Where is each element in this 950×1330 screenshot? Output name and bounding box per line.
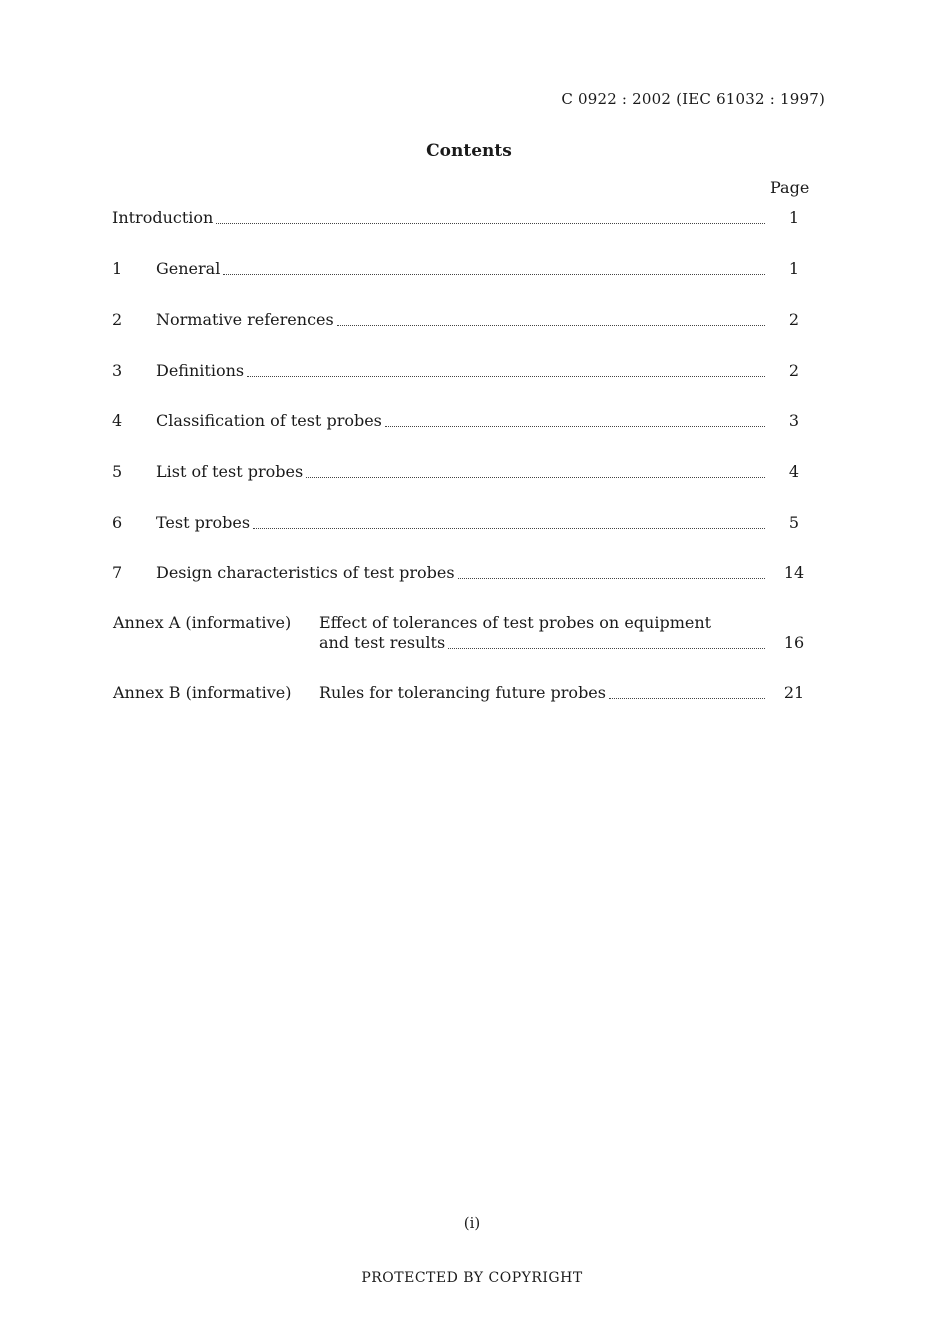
- toc-entry-section[interactable]: [112, 309, 812, 331]
- annex-title-line: and test results: [319, 633, 446, 652]
- dot-leader: [247, 376, 765, 377]
- toc-entry-label: General: [156, 259, 221, 278]
- toc-entry-page: 21: [783, 683, 805, 702]
- toc-entry-number: 5: [112, 462, 123, 481]
- annex-title-continuation: [112, 632, 812, 654]
- footer-copyright: PROTECTED BY COPYRIGHT: [361, 1270, 583, 1286]
- toc-entry-number: 3: [112, 361, 123, 380]
- toc-entry-section[interactable]: [112, 360, 812, 382]
- page-title: Contents: [426, 141, 512, 161]
- annex-designation: Annex A (informative): [113, 613, 292, 632]
- toc-entry-label: Classification of test probes: [156, 411, 382, 430]
- toc-entry-page: 14: [783, 563, 805, 582]
- toc-entry-section[interactable]: [112, 562, 812, 584]
- toc-entry-page: 2: [788, 310, 800, 329]
- dot-leader: [458, 578, 765, 579]
- dot-leader: [216, 223, 765, 224]
- document-identifier: C 0922 : 2002 (IEC 61032 : 1997): [561, 90, 825, 108]
- toc-entry-label: Normative references: [156, 310, 334, 329]
- toc-entry-label: Test probes: [156, 513, 251, 532]
- dot-leader: [253, 528, 765, 529]
- toc-entry-page: 3: [788, 411, 800, 430]
- toc-entry-label: List of test probes: [156, 462, 304, 481]
- toc-entry-label: Introduction: [112, 208, 214, 227]
- annex-designation: Annex B (informative): [113, 683, 292, 702]
- toc-entry-page: 4: [788, 462, 800, 481]
- toc-entry-label: Definitions: [156, 361, 245, 380]
- toc-entry-section[interactable]: [112, 512, 812, 534]
- dot-leader: [223, 274, 765, 275]
- toc-entry-number: 2: [112, 310, 123, 329]
- page-column-heading: Page: [770, 178, 810, 197]
- toc-entry-page: 2: [788, 361, 800, 380]
- annex-title-line: Rules for tolerancing future probes: [319, 683, 606, 702]
- toc-entry-introduction[interactable]: [112, 207, 812, 229]
- toc-entry-section[interactable]: [112, 461, 812, 483]
- dot-leader: [609, 698, 765, 699]
- toc-entry-number: 6: [112, 513, 123, 532]
- toc-entry-number: 7: [112, 563, 123, 582]
- dot-leader: [385, 426, 765, 427]
- toc-entry-page: 1: [788, 208, 800, 227]
- annex-title-row: [112, 682, 812, 704]
- footer-page-number: (i): [463, 1214, 481, 1232]
- dot-leader: [448, 648, 765, 649]
- toc-entry-label: Design characteristics of test probes: [156, 563, 455, 582]
- toc-entry-page: 5: [788, 513, 800, 532]
- toc-entry-number: 4: [112, 411, 123, 430]
- dot-leader: [306, 477, 765, 478]
- toc-entry-section[interactable]: [112, 258, 812, 280]
- toc-entry-page: 1: [788, 259, 800, 278]
- annex-title-line: Effect of tolerances of test probes on equipment: [319, 613, 712, 632]
- toc-entry-number: 1: [112, 259, 123, 278]
- toc-entry-section[interactable]: [112, 410, 812, 432]
- toc-entry-page: 16: [783, 633, 805, 652]
- dot-leader: [337, 325, 765, 326]
